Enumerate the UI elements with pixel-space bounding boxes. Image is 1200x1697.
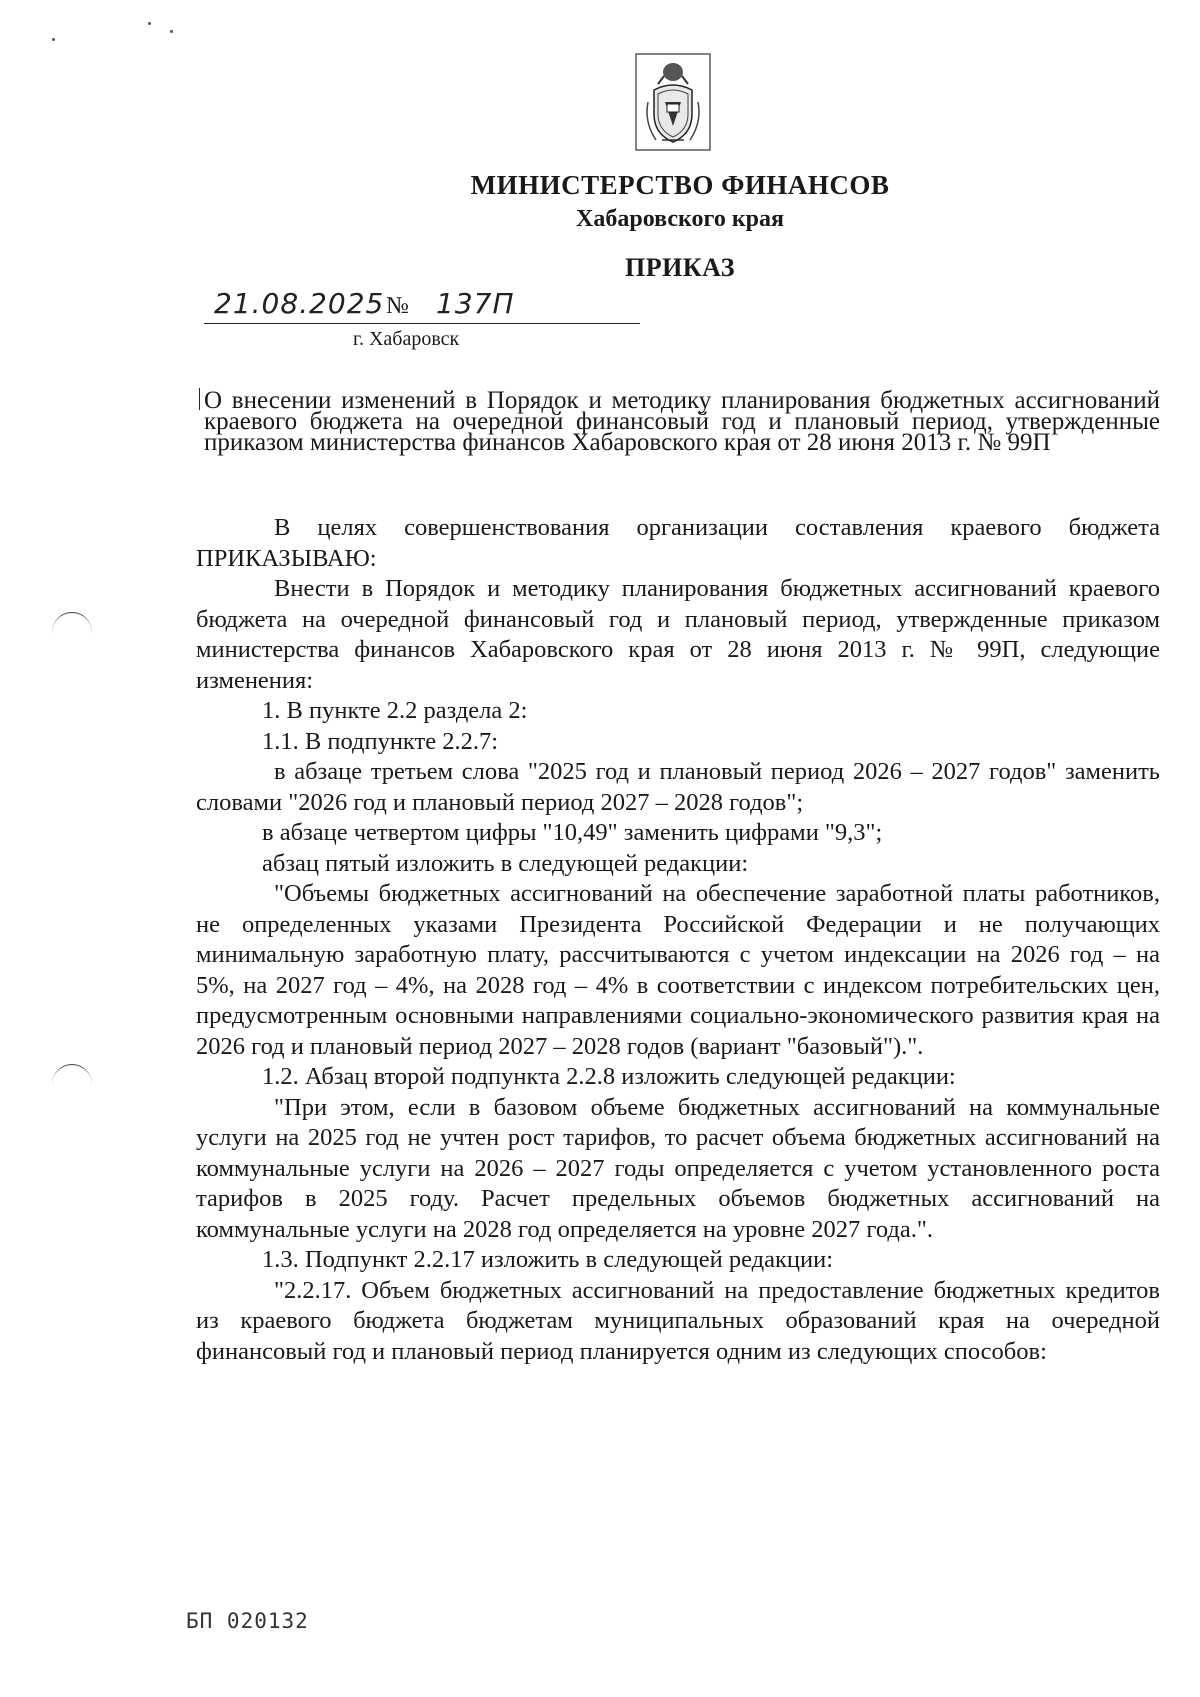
item-1-1-paragraph-3: в абзаце третьем слова "2025 год и плановый период 2026 – 2027 годов" заменить словами "2026 год и плановый период 2027 – 2028 годов";: [196, 758, 1160, 816]
preamble-paragraph: В целях совершенствования организации составления краевого бюджета ПРИКАЗЫВАЮ:: [196, 514, 1160, 572]
scan-speck: [148, 22, 151, 25]
punch-hole-mark: [52, 1064, 92, 1105]
scan-speck: [52, 38, 55, 41]
issue-city: г. Хабаровск: [353, 328, 460, 350]
document-type-title: ПРИКАЗ: [624, 253, 736, 282]
scan-speck: [170, 30, 173, 33]
item-1-2-heading: 1.2. Абзац второй подпункта 2.2.8 изложить следующей редакции:: [262, 1063, 956, 1090]
item-1-1-paragraph-4: в абзаце четвертом цифры "10,49" заменить цифрами "9,3";: [262, 819, 883, 846]
item-1-2-quoted-text: "При этом, если в базовом объеме бюджетных ассигнований на коммунальные услуги на 2025 год не учтен рост тарифов, то расчет объема бюджетных ассигнований на коммунальные услуги на 2026 – 2027 годы определяется с учетом установленного роста тарифов в 2025 году. Расчет предельных объемов бюджетных ассигнований на коммунальные услуги на 2028 год определяется на уровне 2027 года.".: [196, 1093, 1160, 1243]
item-1-1-paragraph-5: абзац пятый изложить в следующей редакции:: [262, 849, 749, 877]
region-subtitle: Хабаровского края: [576, 206, 784, 232]
order-body: [196, 513, 1160, 1367]
number-sign: №: [386, 293, 409, 319]
order-number: 137П: [436, 287, 515, 320]
form-code: БП 020132: [186, 1609, 309, 1633]
item-1-1-heading: 1.1. В подпункте 2.2.7:: [262, 727, 499, 755]
order-date: 21.08.2025: [214, 287, 385, 320]
main-directive-paragraph: Внести в Порядок и методику планирования бюджетных ассигнований краевого бюджета на очередной финансовый год и плановый период, утвержденные приказом министерства финансов Хабаровского края от 28 июня 2013 г. № 99П, следующие изменения:: [196, 575, 1160, 694]
item-1-3-heading: 1.3. Подпункт 2.2.17 изложить в следующей редакции:: [262, 1246, 834, 1273]
coat-of-arms-emblem: [634, 52, 712, 152]
item-1-heading: 1. В пункте 2.2 раздела 2:: [262, 697, 528, 724]
item-1-1-quoted-text: "Объемы бюджетных ассигнований на обеспечение заработной платы работников, не определенных указами Президента Российской Федерации и не получающих минимальную заработную плату, рассчитываются с учетом индексации на 2026 год – на 5%, на 2027 год – 4%, на 2028 год – 4% в соответствии с индексом потребительских цен, предусмотренным основными направлениями социально-экономического развития края на 2026 год и плановый период 2027 – 2028 годов (вариант "базовый").".: [196, 880, 1160, 1060]
item-1-3-quoted-text: "2.2.17. Объем бюджетных ассигнований на предоставление бюджетных кредитов из краевого бюджета бюджетам муниципальных образований края на очередной финансовый год и плановый период планируется одним из следующих способов:: [196, 1276, 1160, 1365]
order-subject: О внесении изменений в Порядок и методику планирования бюджетных ассигнований краевого бюджета на очередной финансовый год и плановый период, утвержденные приказом министерства финансов Хабаровского края от 28 июня 2013 г. № 99П: [204, 387, 1160, 456]
registration-line: [204, 287, 640, 324]
punch-hole-mark: [52, 612, 92, 653]
ministry-title: МИНИСТЕРСТВО ФИНАНСОВ: [470, 170, 890, 200]
